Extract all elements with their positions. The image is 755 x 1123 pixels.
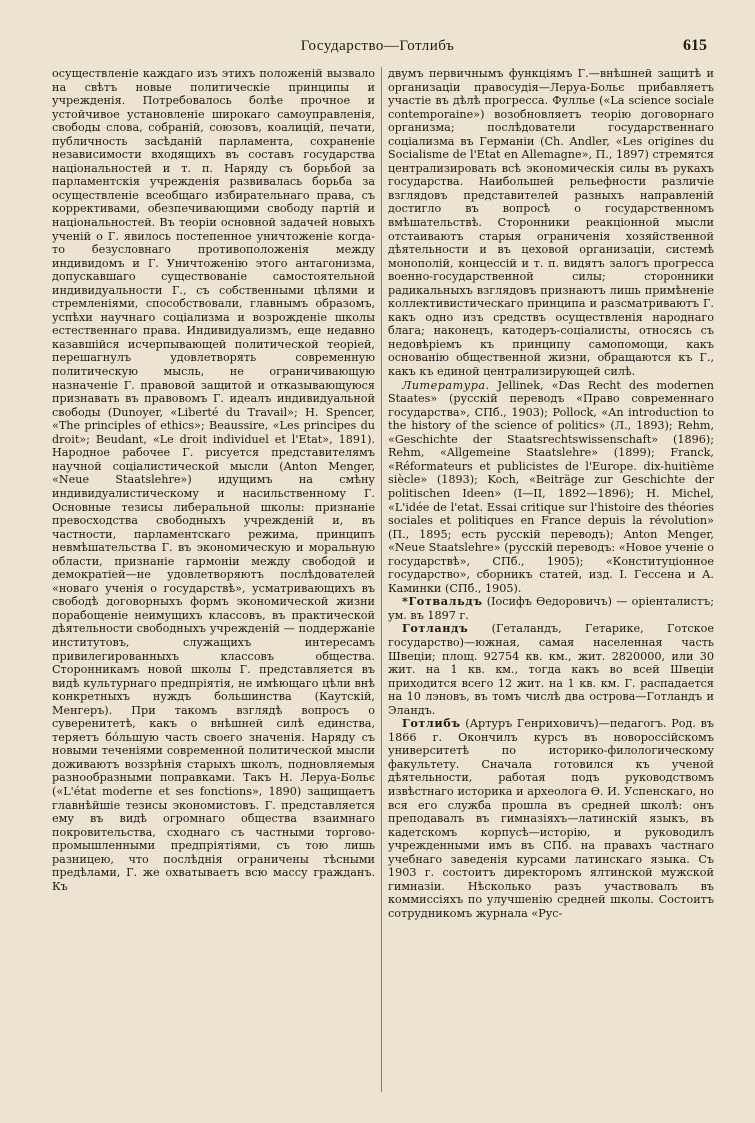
entry-gotvald-text: (Іосифъ Өедоровичъ) — оріенталистъ; ум. въ 1897 г. xyxy=(388,595,714,622)
entry-gotland-head: Готландъ xyxy=(402,621,469,636)
literature-text: Jellinek, «Das Recht des modernen Staates» (русскій переводъ «Право современнаго государства», СПб., 1903); Pollock, «An introduction to the history of the science of politics» (Л., 1893); Rehm, «Geschichte der Staatsrechtswissenschaft» (1896); Rehm, «Allgemeine Staatslehre» (1899); Franck, «Réformateurs et publicistes de l'Europe. dix-huitième siècle» (1893); Koch, «Beiträge zur Geschichte der politischen Ideen» (I—II, 1892—1896); H. Michel, «L'idée de l'etat. Essai critique sur l'histoire des théories sociales et politiques en France depuis la révolution» (П., 1895; есть русскій переводъ); Anton Menger, «Neue Staatslehre» (русскій переводъ: «Новое ученіе о государствѣ», СПб., 1905); «Конституціонное государство», сборникъ статей, изд. І. Гессена и А. Каминки (СПб., 1905). xyxy=(388,378,714,595)
entry-gotland xyxy=(388,622,714,717)
literature-paragraph xyxy=(388,379,714,596)
right-column xyxy=(388,67,714,1097)
entry-gotlib xyxy=(388,717,714,920)
running-title: Государство—Готлибъ xyxy=(300,38,455,54)
page-header xyxy=(0,36,755,60)
entry-gotvald-head: *Готвальдъ xyxy=(402,594,483,609)
entry-gotvald xyxy=(388,595,714,622)
entry-gotlib-head: Готлибъ xyxy=(402,716,461,731)
entry-gotlib-text: (Артуръ Генриховичъ)—педагогъ. Род. въ 1866 г. Окончилъ курсъ въ новороссійскомъ университетѣ по историко-филологическому факультету. Сначала готовился къ ученой дѣятельности, работая подъ руководствомъ извѣстнаго историка и археолога Ѳ. И. Успенскаго, но вся его служба прошла въ средней школѣ: онъ преподавалъ въ гимназіяхъ—латинскій языкъ, въ кадетскомъ корпусѣ—исторію, и руководилъ учрежденными имъ въ СПб. на правахъ частнаго учебнаго заведенія курсами латинскаго языка. Съ 1903 г. состоитъ директоромъ ялтинской мужской гимназіи. Нѣсколько разъ участвовалъ въ коммиссіяхъ по улучшенію средней школы. Состоитъ сотрудникомъ журнала «Рус- xyxy=(388,717,714,920)
right-column-intro: двумъ первичнымъ функціямъ Г.—внѣшней защитѣ и организаціи правосудія—Леруа-Больє прибавляетъ участіе въ дѣлѣ прогресса. Фуллье («La science sociale contemporaine») возобновляетъ теорію договорнаго организма; послѣдователи государственнаго соціализма въ Германіи (Ch. Andler, «Les origines du Socialisme de l'Etat en Allemagne», П., 1897) стремятся централизировать всѣ экономическія силы въ рукахъ государства. Наибольшей рельефности различіе взглядовъ представителей разныхъ направленій достигло въ вопросѣ о государственномъ вмѣшательствѣ. Сторонники реакціонной мысли отстаиваютъ старыя ограниченія хозяйственной дѣятельности и въ цеховой организаціи, системѣ монополій, концессій и т. п. видятъ залогъ прогресса военно-государственной силы; сторонники радикальныхъ взглядовъ признаютъ лишь примѣненіе коллективистическаго принципа и разсматриваютъ Г. какъ одно изъ средствъ осуществленія народнаго блага; наконецъ, катодеръ-соціалисты, относясь съ недовѣріемъ къ принципу самопомощи, какъ основанію общественной жизни, обращаются къ Г., какъ къ единой централизирующей силѣ. xyxy=(388,67,714,379)
page-number: 615 xyxy=(683,37,707,54)
left-column xyxy=(52,67,375,1097)
left-column-text: осуществленіе каждаго изъ этихъ положеній вызвало на свѣтъ новые политическіе принципы и учрежденія. Потребовалось болѣе прочное и устойчивое установленіе широкаго самоуправленія, свободы слова, собраній, союзовъ, коалицій, печати, публичность засѣданій парламента, сохраненіе независимости входящихъ въ составъ государства національностей и т. п. Наряду съ борьбой за парламентскія учрежденія развивалась борьба за осуществленіе всеобщаго избирательнаго права, съ коррективами, обезпечивающими свободу партій и національностей. Въ теоріи основной задачей новыхъ ученій о Г. явилось постепенное уничтоженіе когда-то безусловнаго противоположенія между индивидомъ и Г. Уничтоженію этого антагонизма, допускавшаго существованіе самостоятельной индивидуальности Г., съ собственными цѣлями и стремленіями, способствовали, главнымъ образомъ, успѣхи научнаго соціализма и возрожденіе школы естественнаго права. Индивидуализмъ, еще недавно казавшійся исчерпывающей политической теоріей, перешагнулъ удовлетворять современную политическую мысль, не ограничивающую назначеніе Г. правовой защитой и отказывающуюся признавать въ правовомъ Г. идеалъ индивидуальной свободы (Dunoyer, «Liberté du Travail»; H. Spencer, «The principles of ethics»; Beaussire, «Les principes du droit»; Beudant, «Le droit individuel et l'Etat», 1891). Народное рабочее Г. рисуется представителямъ научной соціалистической мысли (Anton Menger, «Neue Staatslehre») идущимъ на смѣну индивидуалистическому и насильственному Г. Основные тезисы либеральной школы: признаніе превосходства свободныхъ учрежденій и, въ частности, парламентскаго режима, принципъ невмѣшательства Г. въ экономическую и моральную области, признаніе гармоніи между свободой и демократіей—не удовлетворяютъ послѣдователей «новаго ученія о государствѣ», усматривающихъ въ свободѣ договорныхъ формъ экономической жизни порабощеніе неимущихъ классовъ, въ практической дѣятельности свободныхъ учрежденій — поддержаніе институтовъ, служащихъ интересамъ привилегированныхъ классовъ общества. Сторонникамъ новой школы Г. представляется въ видѣ культурнаго предпріятія, не имѣющаго цѣли внѣ конкретныхъ нуждъ большинства (Каутскій, Менгеръ). При такомъ взглядѣ вопросъ о суверенитетѣ, какъ о внѣшней силѣ единства, теряетъ бóльшую часть своего значенія. Наряду съ новыми теченіями современной политической мысли доживаютъ воззрѣнія старыхъ школъ, подновляемыя разнообразными поправками. Такъ Н. Леруа-Больє («L'état moderne et ses fonctions», 1890) защищаетъ главнѣйшіе тезисы экономистовъ. Г. представляется ему въ видѣ огромнаго общества взаимнаго покровительства, сходнаго съ частными торгово-промышленными предпріятіями, съ тою лишь разницею, что послѣднія ограничены тѣсными предѣлами, Г. же охватываетъ всю массу гражданъ. Къ xyxy=(52,67,375,893)
literature-label: Литература. xyxy=(402,378,490,392)
entry-gotland-text: (Геталандъ, Гетарике, Готское государство)—южная, самая населенная часть Швеціи; площ. 92754 кв. км., жит. 2820000, или 30 жит. на 1 кв. км., тогда какъ во всей Швеціи приходится всего 12 жит. на 1 кв. км. Г. распадается на 10 лэновъ, въ томъ числѣ два острова—Готландъ и Эландъ. xyxy=(388,622,714,717)
column-divider xyxy=(381,67,382,1092)
